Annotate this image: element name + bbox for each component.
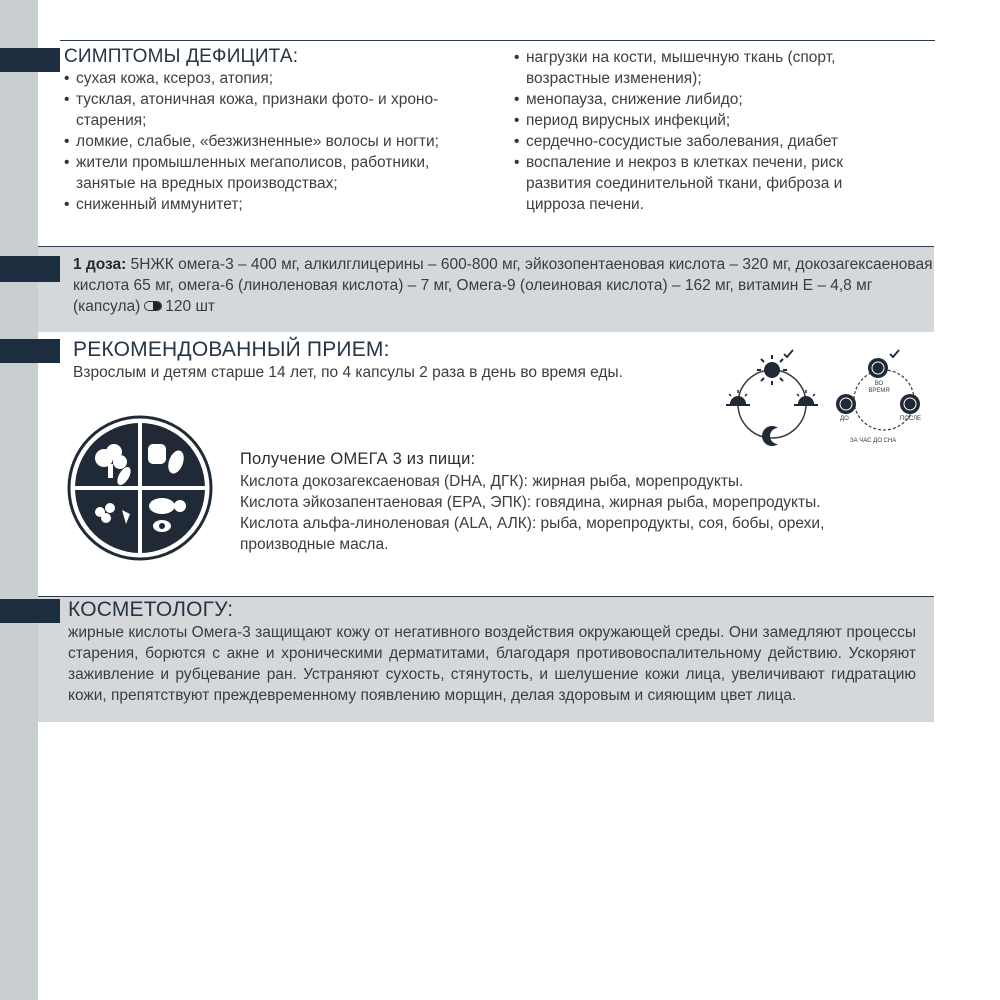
day-cycle-icon [720, 348, 830, 448]
capsule-icon [144, 301, 162, 311]
list-item: • воспаление и некроз в клетках печени, риск развития соединительной ткани, фиброза и цирроза печени. [514, 152, 904, 215]
meal-bottom-label: ЗА ЧАС ДО СНА [850, 438, 897, 444]
symptoms-left-list [64, 68, 484, 215]
list-item: • жители промышленных мегаполисов, работники, занятые на вредных производствах; [64, 152, 484, 194]
list-item: • период вирусных инфекций; [514, 110, 904, 131]
food-title: Получение ОМЕГА 3 из пищи: [240, 450, 476, 468]
list-item: • менопауза, снижение либидо; [514, 89, 904, 110]
food-groups-icon [66, 414, 214, 562]
list-item: • нагрузки на кости, мышечную ткань (спорт, возрастные изменения); [514, 47, 904, 89]
recommended-text: Взрослым и детям старше 14 лет, по 4 капсулы 2 раза в день во время еды. [73, 364, 623, 381]
symptoms-top-rule [60, 40, 935, 41]
meal-during-label: ВО ВРЕМЯ [868, 381, 890, 394]
dose-composition: 5НЖК омега-3 – 400 мг, алкилглицерины – 600-800 мг, эйкозопентаеновая кислота – 320 мг, докозагексаеновая кислота 65 мг, омега-6 (линоленовая кислота) – 7 мг, Омега-9 (олеиновая кислота) – 162 мг, витамин Е – 4,8 мг (капсула) [73, 256, 933, 315]
list-item: • тусклая, атоничная кожа, признаки фото- и хроно- старения; [64, 89, 484, 131]
list-item: • сниженный иммунитет; [64, 194, 484, 215]
food-line-dha: Кислота докозагексаеновая (DHA, ДГК): жирная рыба, морепродукты. [240, 473, 744, 490]
list-item: • сердечно-сосудистые заболевания, диабет [514, 131, 904, 152]
list-item: • ломкие, слабые, «безжизненные» волосы и ногти; [64, 131, 484, 152]
left-side-strip [0, 0, 38, 1000]
cosmetology-text: жирные кислоты Омега-3 защищают кожу от негативного воздействия окружающей среды. Они замедляют процессы старения, борются с акне и хроническими дерматитами, благодаря противовоспалительному действию. Ускоряют заживление и рубцевание ран. Устраняют сухость, стянутость, и шелушение кожи лица, увеличивают гидратацию кожи, препятствуют преждевременному появлению морщин, делая здоровым и сияющим цвет лица. [68, 624, 916, 704]
dose-count: 120 шт [165, 298, 215, 315]
recommended-tab-marker [0, 339, 60, 363]
cosmetology-top-rule [38, 596, 934, 597]
food-line-ala: Кислота альфа-линоленовая (ALA, АЛК): рыба, морепродукты, соя, бобы, орехи, производные масла. [240, 515, 825, 553]
symptoms-right-list [514, 47, 904, 215]
food-text [240, 471, 920, 555]
meal-timing-icon [832, 348, 932, 448]
food-line-epa: Кислота эйкозапентаеновая (EPA, ЭПК): говядина, жирная рыба, морепродукты. [240, 494, 821, 511]
meal-before-label: ДО [840, 416, 849, 422]
meal-after-label: ПОСЛЕ [900, 416, 922, 422]
symptoms-tab-marker [0, 48, 60, 72]
dose-tab-marker [0, 256, 60, 282]
dose-text [73, 254, 933, 317]
list-item: • сухая кожа, ксероз, атопия; [64, 68, 484, 89]
cosmetology-title: КОСМЕТОЛОГУ: [68, 598, 234, 621]
symptoms-title: СИМПТОМЫ ДЕФИЦИТА: [64, 46, 299, 67]
cosmetology-tab-marker [0, 599, 60, 623]
dose-label: 1 доза: [73, 256, 127, 273]
dose-top-rule [38, 246, 934, 247]
recommended-title: РЕКОМЕНДОВАННЫЙ ПРИЕМ: [73, 338, 390, 361]
